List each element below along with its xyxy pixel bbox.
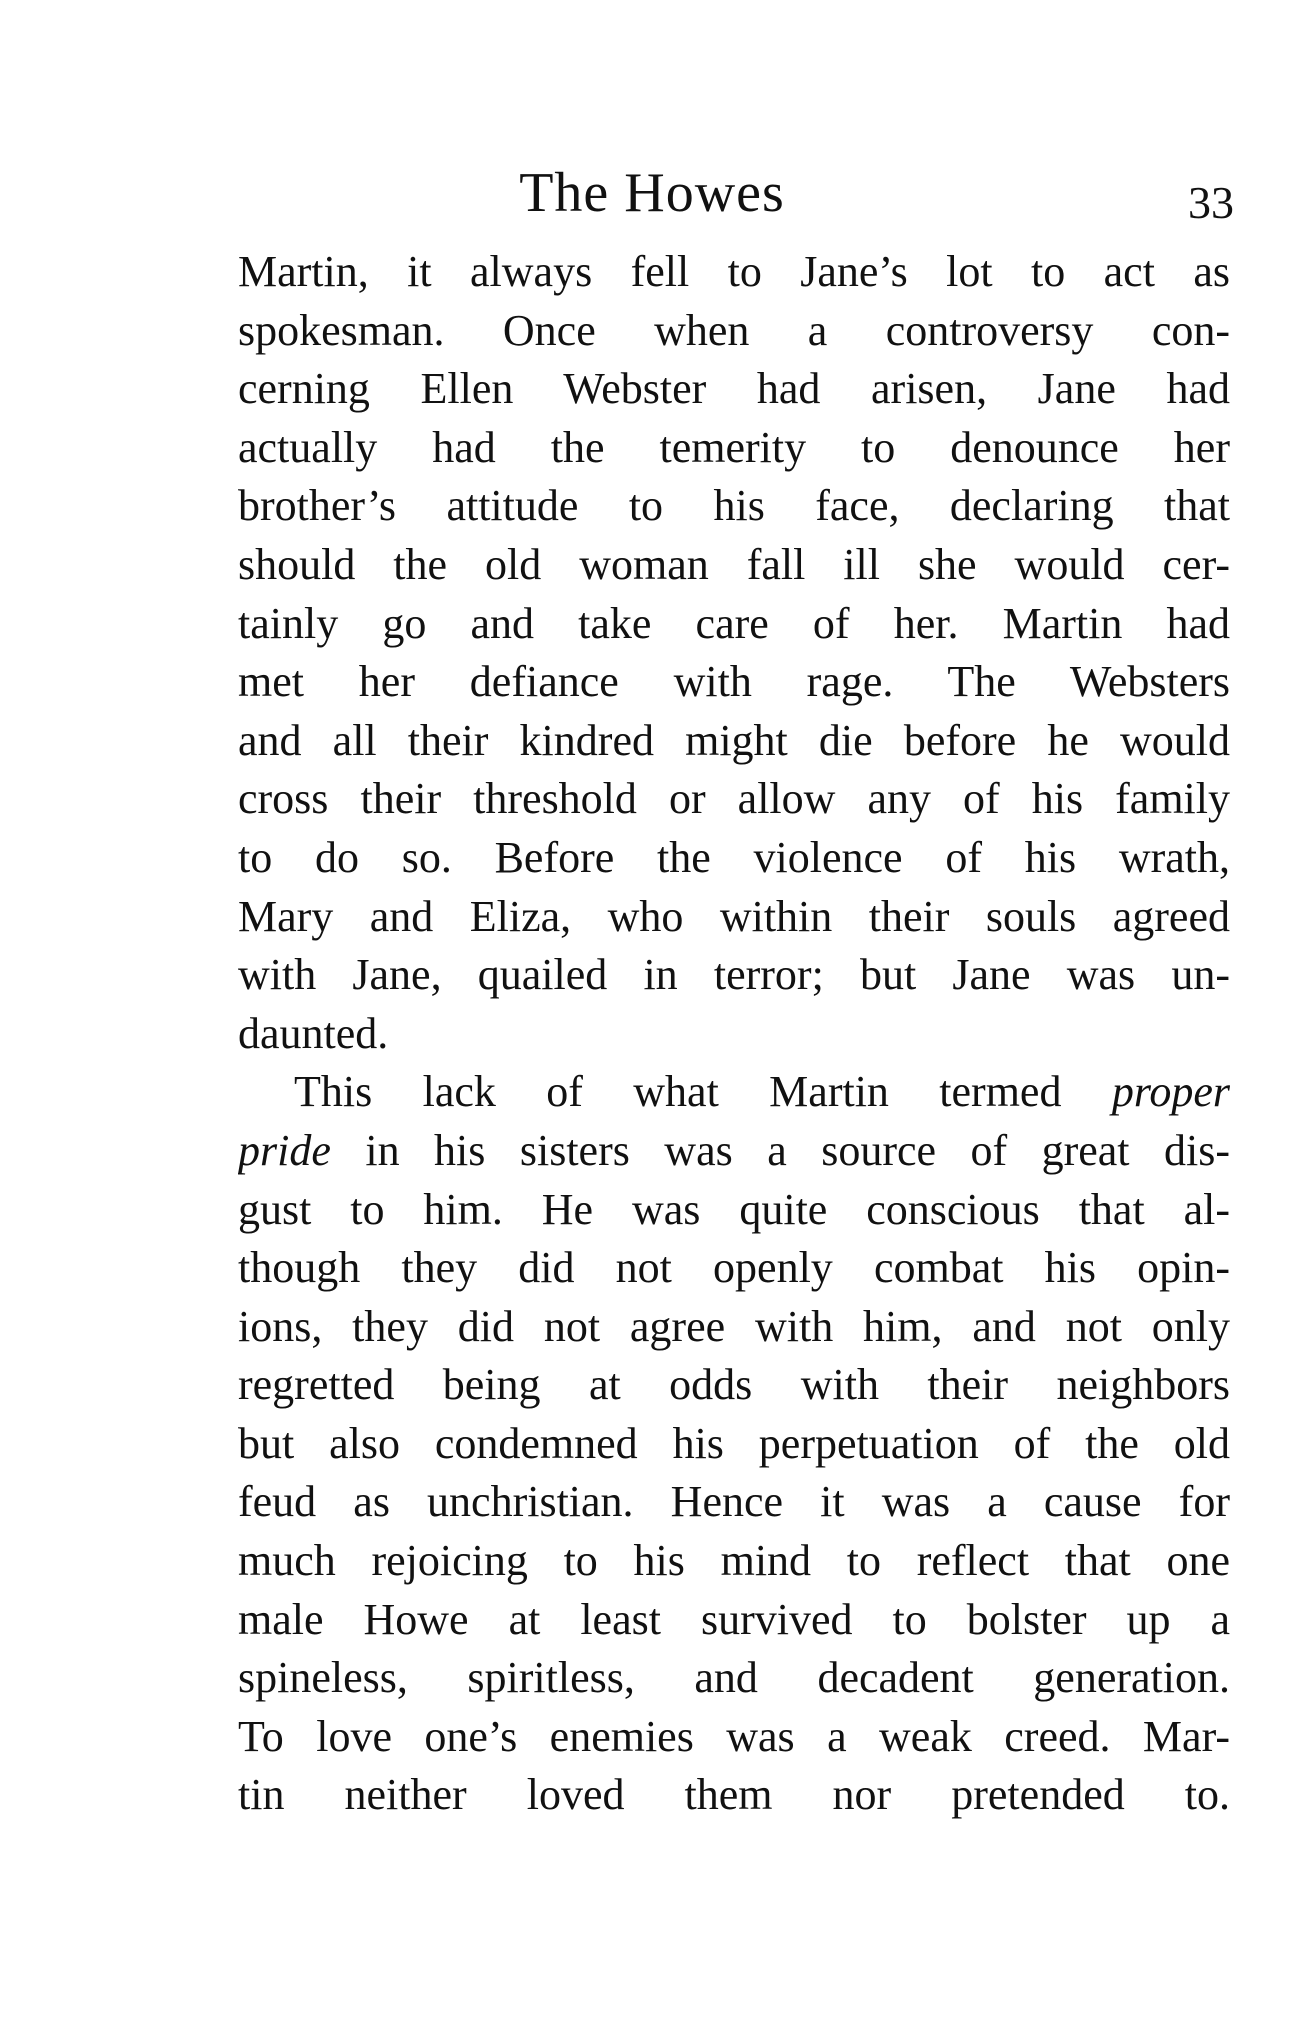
text-line: with Jane, quailed in terror; but Jane was un- (238, 950, 1230, 1000)
text-line: to do so. Before the violence of his wrath, (238, 832, 1230, 882)
text-line: though they did not openly combat his opin- (238, 1243, 1230, 1293)
paragraph-1 (238, 243, 1230, 1063)
text-run: This lack of what Martin termed (294, 1067, 1112, 1117)
text-line: regretted being at odds with their neighbors (238, 1360, 1230, 1410)
text-line: tainly go and take care of her. Martin had (238, 598, 1230, 648)
page-header (0, 158, 1304, 228)
text-line: actually had the temerity to denounce her (238, 422, 1230, 472)
text-line: but also condemned his perpetuation of the old (238, 1418, 1230, 1468)
text-line: cerning Ellen Webster had arisen, Jane had (238, 364, 1230, 414)
paragraph-2 (238, 1063, 1230, 1825)
text-line: spineless, spiritless, and decadent generation. (238, 1653, 1230, 1703)
text-line: daunted. (238, 1008, 389, 1058)
text-line: much rejoicing to his mind to reflect that one (238, 1536, 1230, 1586)
text-line: To love one’s enemies was a weak creed. Mar- (238, 1711, 1230, 1761)
text-line: cross their threshold or allow any of his family (238, 774, 1230, 824)
text-run: in his sisters was a source of great dis- (330, 1125, 1230, 1175)
text-line (238, 1122, 1230, 1181)
text-line (238, 1063, 1230, 1122)
text-line: male Howe at least survived to bolster up a (238, 1594, 1230, 1644)
text-line: ions, they did not agree with him, and not only (238, 1301, 1230, 1351)
text-line: should the old woman fall ill she would cer- (238, 539, 1230, 589)
text-line: feud as unchristian. Hence it was a cause for (238, 1477, 1230, 1527)
text-line: spokesman. Once when a controversy con- (238, 305, 1230, 355)
text-line: Martin, it always fell to Jane’s lot to act as (238, 247, 1230, 296)
text-line: tin neither loved them nor pretended to. (238, 1770, 1230, 1820)
text-line: gust to him. He was quite conscious that al- (238, 1184, 1230, 1234)
text-line: Mary and Eliza, who within their souls agreed (238, 891, 1230, 941)
italic-text: pride (238, 1125, 331, 1175)
text-line: and all their kindred might die before he would (238, 715, 1230, 765)
page-body (238, 243, 1230, 1825)
page-number: 33 (1188, 177, 1234, 228)
italic-text: proper (1111, 1067, 1230, 1117)
text-line: brother’s attitude to his face, declaring that (238, 481, 1230, 531)
running-title: The Howes (519, 162, 785, 224)
text-line: met her defiance with rage. The Websters (238, 657, 1230, 707)
